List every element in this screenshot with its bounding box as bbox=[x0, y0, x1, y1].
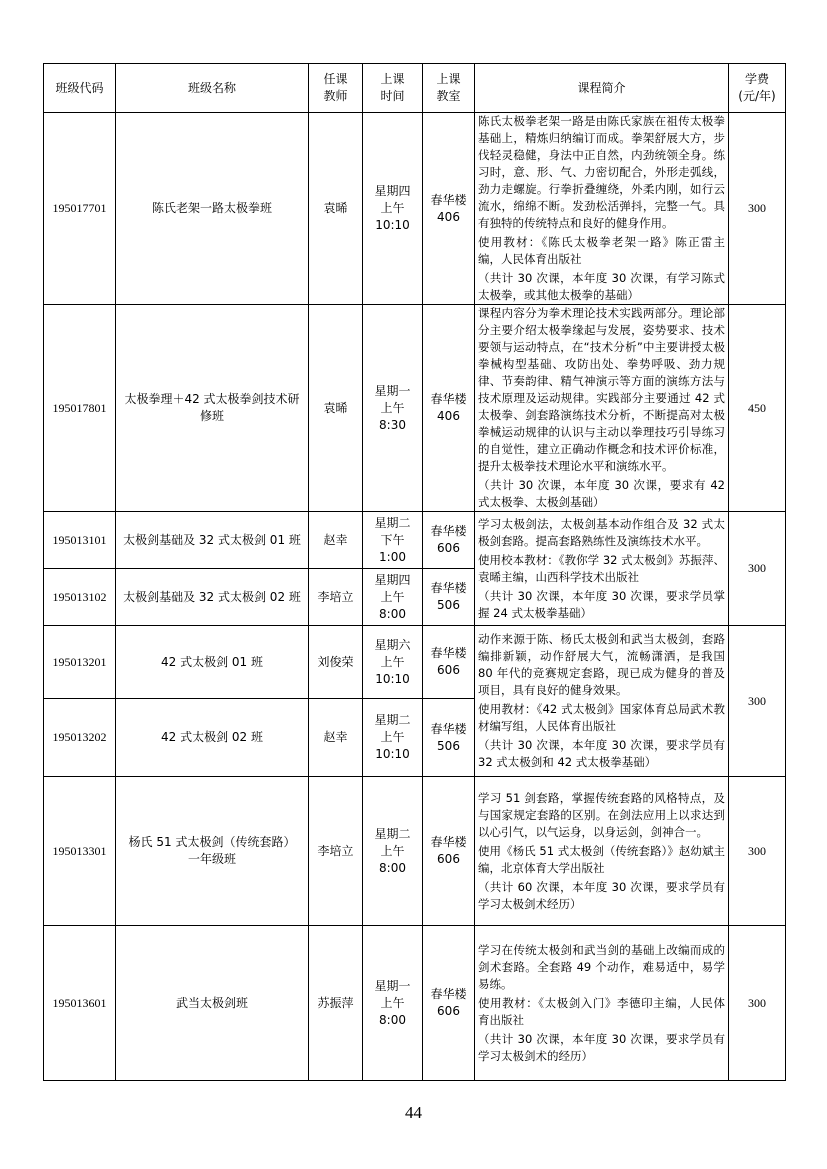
class-code: 195013101 bbox=[44, 512, 116, 569]
page-number: 44 bbox=[405, 1103, 422, 1122]
class-name: 太极剑基础及 32 式太极剑 01 班 bbox=[116, 512, 309, 569]
intro-requirement: （共计 30 次课，本年度 30 次课，要求学员掌握 24 式太极拳基础） bbox=[478, 588, 725, 620]
class-time: 星期二 上午 8:00 bbox=[363, 777, 423, 926]
course-intro bbox=[475, 777, 729, 926]
class-time: 星期二 下午 1:00 bbox=[363, 512, 423, 569]
tuition-fee: 300 bbox=[729, 512, 786, 626]
class-time: 星期一 上午 8:00 bbox=[363, 926, 423, 1081]
classroom: 春华楼 606 bbox=[423, 926, 475, 1081]
class-code: 195013102 bbox=[44, 569, 116, 626]
class-time: 星期四 上午 10:10 bbox=[363, 113, 423, 305]
teacher: 赵幸 bbox=[309, 699, 363, 777]
class-time: 星期二 上午 10:10 bbox=[363, 699, 423, 777]
intro-textbook: 使用校本教材：《教你学 32 式太极剑》苏振萍、袁晞主编，山西科学技术出版社 bbox=[478, 552, 725, 584]
teacher: 李培立 bbox=[309, 569, 363, 626]
intro-textbook: 使用《杨氏 51 式太极剑（传统套路）》赵幼斌主编，北京体育大学出版社 bbox=[478, 843, 725, 875]
teacher: 赵幸 bbox=[309, 512, 363, 569]
tuition-fee: 300 bbox=[729, 113, 786, 305]
class-code: 195013202 bbox=[44, 699, 116, 777]
header-code: 班级代码 bbox=[44, 64, 116, 113]
header-time: 上课 时间 bbox=[363, 64, 423, 113]
table-row bbox=[44, 926, 786, 1081]
intro-textbook: 使用教材：《太极剑入门》李德印主编，人民体育出版社 bbox=[478, 995, 725, 1027]
table-row bbox=[44, 777, 786, 926]
table-row bbox=[44, 305, 786, 512]
class-time: 星期一 上午 8:30 bbox=[363, 305, 423, 512]
class-name: 42 式太极剑 02 班 bbox=[116, 699, 309, 777]
classroom: 春华楼 506 bbox=[423, 699, 475, 777]
class-name: 42 式太极剑 01 班 bbox=[116, 626, 309, 699]
intro-text: 学习 51 剑套路，掌握传统套路的风格特点，及与国家规定套路的区别。在剑法应用上以求达到以心引气，以气运身，以身运剑，剑神合一。 bbox=[478, 790, 725, 839]
class-time: 星期六 上午 10:10 bbox=[363, 626, 423, 699]
table-row bbox=[44, 512, 786, 569]
classroom: 春华楼 606 bbox=[423, 626, 475, 699]
intro-textbook: 使用教材：《陈氏太极拳老架一路》陈正雷主编，人民体育出版社 bbox=[478, 235, 725, 266]
course-intro bbox=[475, 512, 729, 626]
class-name: 太极剑基础及 32 式太极剑 02 班 bbox=[116, 569, 309, 626]
table-row bbox=[44, 113, 786, 305]
tuition-fee: 300 bbox=[729, 626, 786, 777]
tuition-fee: 300 bbox=[729, 926, 786, 1081]
course-intro bbox=[475, 113, 729, 305]
intro-text: 动作来源于陈、杨氏太极剑和武当太极剑，套路编排新颖，动作舒展大气，流畅潇洒，是我国 80 年代的竞赛规定套路，现已成为健身的普及项目，具有良好的健身效果。 bbox=[478, 632, 725, 697]
class-name: 太极拳理＋42 式太极拳剑技术研修班 bbox=[116, 305, 309, 512]
class-code: 195013301 bbox=[44, 777, 116, 926]
header-intro: 课程简介 bbox=[475, 64, 729, 113]
teacher: 袁晞 bbox=[309, 305, 363, 512]
intro-requirement: （共计 30 次课，本年度 30 次课，有学习陈式太极拳，或其他太极拳的基础） bbox=[478, 271, 725, 302]
tuition-fee: 300 bbox=[729, 777, 786, 926]
teacher: 李培立 bbox=[309, 777, 363, 926]
intro-requirement: （共计 30 次课，本年度 30 次课，要求有 42 式太极拳、太极剑基础） bbox=[478, 478, 725, 509]
course-intro bbox=[475, 926, 729, 1081]
classroom: 春华楼 506 bbox=[423, 569, 475, 626]
class-code: 195013601 bbox=[44, 926, 116, 1081]
teacher: 苏振萍 bbox=[309, 926, 363, 1081]
header-row bbox=[44, 64, 786, 113]
class-code: 195013201 bbox=[44, 626, 116, 699]
intro-requirement: （共计 30 次课，本年度 30 次课，要求学员有学习太极剑术的经历） bbox=[478, 1031, 725, 1063]
header-fee: 学费 (元/年) bbox=[729, 64, 786, 113]
class-code: 195017701 bbox=[44, 113, 116, 305]
classroom: 春华楼 606 bbox=[423, 777, 475, 926]
intro-text: 陈氏太极拳老架一路是由陈氏家族在祖传太极拳基础上，精炼归纳编订而成。拳架舒展大方，步伐轻灵稳健，身法中正自然，内劲统领全身。练习时，意、形、气、力密切配合，外形走弧线，劲力走螺旋。行拳折叠缠绕，外柔内刚，如行云流水，绵绵不断。发劲松活弹抖，完整一气。具有独特的传统特点和良好的健身作用。 bbox=[478, 114, 725, 230]
class-name: 杨氏 51 式太极剑（传统套路） 一年级班 bbox=[116, 777, 309, 926]
class-time: 星期四 上午 8:00 bbox=[363, 569, 423, 626]
intro-text: 学习太极剑法，太极剑基本动作组合及 32 式太极剑套路。提高套路熟练性及演练技术水平。 bbox=[478, 516, 725, 548]
table-row bbox=[44, 626, 786, 699]
classroom: 春华楼 606 bbox=[423, 512, 475, 569]
class-name: 陈氏老架一路太极拳班 bbox=[116, 113, 309, 305]
header-teacher: 任课 教师 bbox=[309, 64, 363, 113]
intro-requirement: （共计 60 次课，本年度 30 次课，要求学员有学习太极剑术经历） bbox=[478, 879, 725, 911]
intro-text: 学习在传统太极剑和武当剑的基础上改编而成的剑术套路。全套路 49 个动作，难易适中，易学易练。 bbox=[478, 942, 725, 991]
classroom: 春华楼 406 bbox=[423, 305, 475, 512]
tuition-fee: 450 bbox=[729, 305, 786, 512]
teacher: 刘俊荣 bbox=[309, 626, 363, 699]
header-name: 班级名称 bbox=[116, 64, 309, 113]
intro-textbook: 使用教材：《42 式太极剑》国家体育总局武术教材编写组，人民体育出版社 bbox=[478, 702, 725, 733]
course-intro bbox=[475, 626, 729, 777]
header-room: 上课 教室 bbox=[423, 64, 475, 113]
course-intro bbox=[475, 305, 729, 512]
intro-text: 课程内容分为拳术理论技术实践两部分。理论部分主要介绍太极拳缘起与发展，姿势要求、技术要领与运动特点，在“技术分析”中主要讲授太极拳械构型基础、攻防出处、拳势呼吸、劲力规律、节奏韵律、精气神演示等方面的演练方法与技术原理及运动规律。实践部分主要通过 42 式太极拳、剑套路演练技术分析，不断提高对太极拳械运动规律的认识与主动以拳理技巧引导练习的自觉性，建立正确动作概念和技术评价标准，提升太极拳技术理论水平和演练水平。 bbox=[478, 306, 725, 473]
class-name: 武当太极剑班 bbox=[116, 926, 309, 1081]
teacher: 袁晞 bbox=[309, 113, 363, 305]
intro-requirement: （共计 30 次课，本年度 30 次课，要求学员有 32 式太极剑和 42 式太极拳基础） bbox=[478, 738, 725, 769]
classroom: 春华楼 406 bbox=[423, 113, 475, 305]
class-code: 195017801 bbox=[44, 305, 116, 512]
course-table bbox=[43, 63, 786, 1081]
